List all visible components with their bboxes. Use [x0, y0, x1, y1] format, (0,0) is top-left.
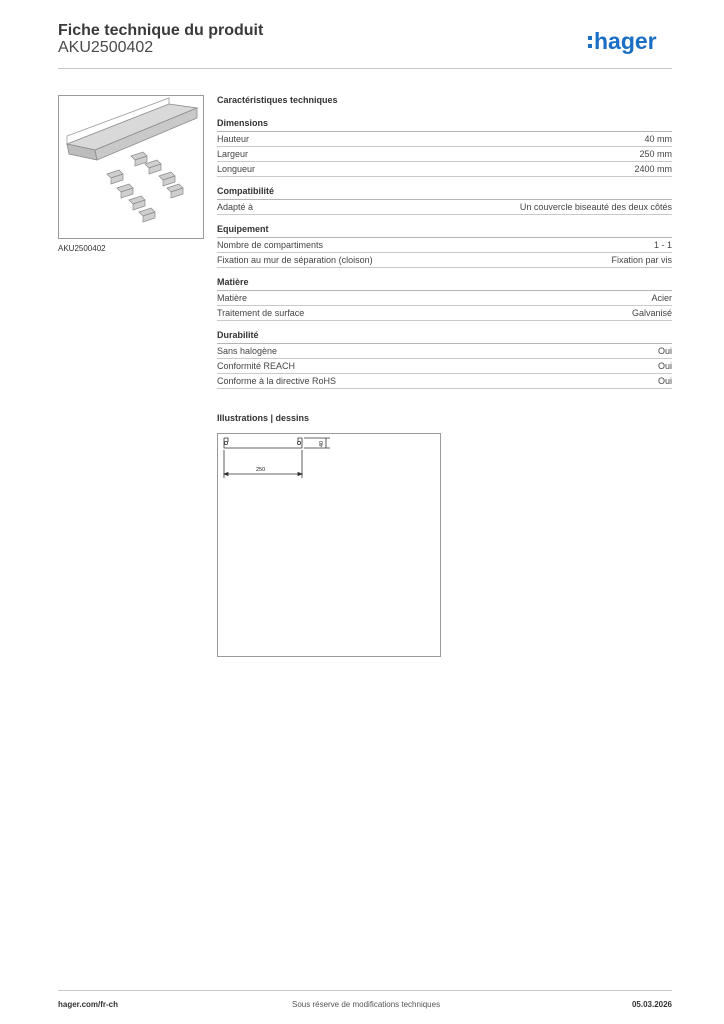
spec-title: Caractéristiques techniques — [217, 95, 338, 105]
section-heading: Equipement — [217, 224, 672, 238]
spec-value: Oui — [657, 346, 672, 356]
image-caption: AKU2500402 — [58, 244, 106, 253]
spec-row — [217, 147, 672, 162]
illustrations-title: Illustrations | dessins — [217, 413, 310, 423]
spec-row — [217, 359, 672, 374]
footer-date: 05.03.2026 — [631, 1000, 672, 1009]
hager-logo — [588, 26, 672, 56]
spec-value: Galvanisé — [631, 308, 672, 318]
spec-table — [217, 95, 672, 398]
spec-value: 2400 mm — [634, 164, 672, 174]
product-image — [58, 95, 204, 239]
logo-text: hager — [594, 28, 657, 54]
spec-label: Longueur — [217, 164, 256, 174]
spec-label: Nombre de compartiments — [217, 240, 324, 250]
spec-row — [217, 374, 672, 389]
page-title: Fiche technique du produit — [58, 22, 264, 39]
spec-value: 1 - 1 — [653, 240, 672, 250]
spec-row — [217, 291, 672, 306]
spec-label: Conformité REACH — [217, 361, 296, 371]
section-heading: Dimensions — [217, 118, 672, 132]
spec-label: Fixation au mur de séparation (cloison) — [217, 255, 373, 265]
spec-row — [217, 162, 672, 177]
section-compatibility — [217, 186, 672, 215]
dim-height-label: 40 — [319, 440, 325, 447]
section-material — [217, 277, 672, 321]
spec-row — [217, 306, 672, 321]
section-equipment — [217, 224, 672, 268]
spec-value: Un couvercle biseauté des deux côtés — [519, 202, 672, 212]
spec-value: Oui — [657, 376, 672, 386]
section-heading: Compatibilité — [217, 186, 672, 200]
page-footer — [58, 990, 672, 1009]
spec-row — [217, 344, 672, 359]
spec-row — [217, 200, 672, 215]
spec-row — [217, 253, 672, 268]
dim-width-label: 250 — [256, 467, 266, 473]
spec-row — [217, 238, 672, 253]
spec-row — [217, 132, 672, 147]
spec-label: Traitement de surface — [217, 308, 305, 318]
spec-label: Conforme à la directive RoHS — [217, 376, 337, 386]
spec-label: Sans halogène — [217, 346, 278, 356]
section-dimensions — [217, 118, 672, 177]
technical-drawing — [217, 433, 441, 657]
spec-value: Fixation par vis — [611, 255, 672, 265]
spec-label: Adapté à — [217, 202, 254, 212]
footer-website[interactable]: hager.com/fr-ch — [58, 1000, 119, 1009]
spec-label: Matière — [217, 293, 248, 303]
spec-label: Largeur — [217, 149, 249, 159]
page-header — [58, 22, 672, 69]
product-code: AKU2500402 — [58, 39, 154, 56]
spec-label: Hauteur — [217, 134, 250, 144]
footer-note: Sous réserve de modifications techniques — [292, 1000, 441, 1009]
spec-value: Oui — [657, 361, 672, 371]
spec-value: 250 mm — [639, 149, 672, 159]
spec-value: 40 mm — [644, 134, 672, 144]
section-heading: Matière — [217, 277, 672, 291]
spec-value: Acier — [651, 293, 672, 303]
section-heading: Durabilité — [217, 330, 672, 344]
section-durability — [217, 330, 672, 389]
